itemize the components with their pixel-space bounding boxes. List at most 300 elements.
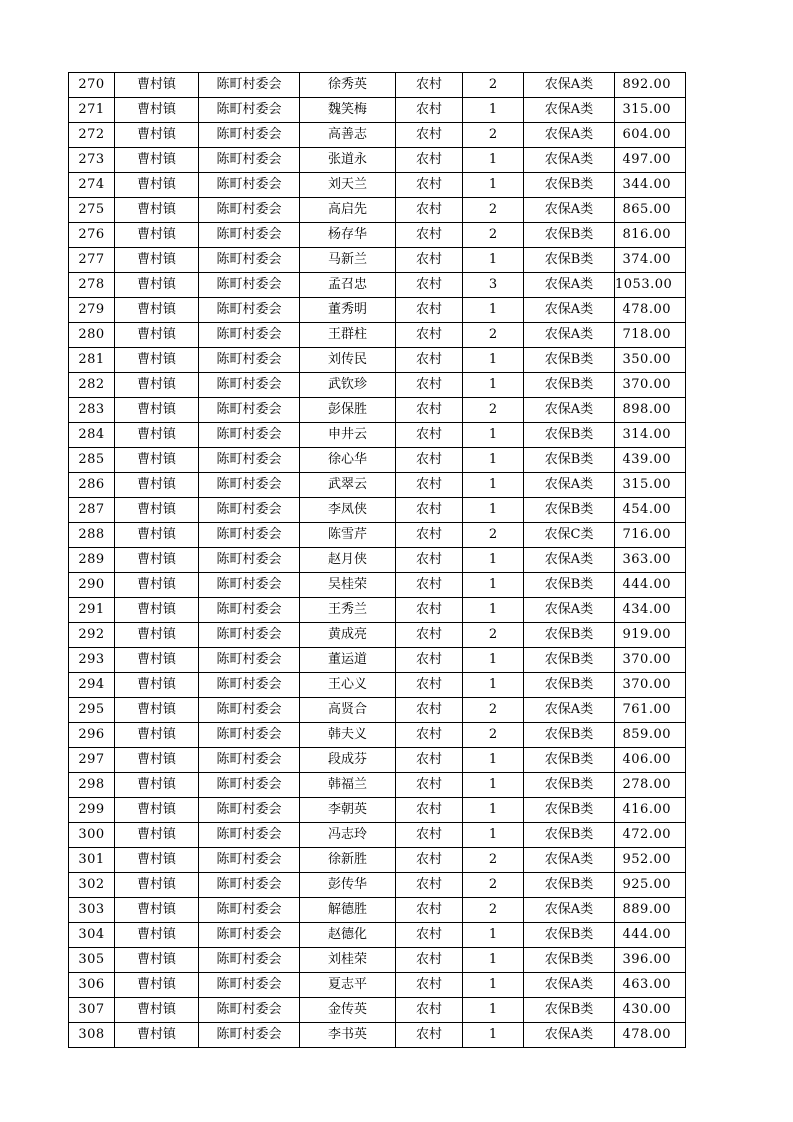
cell-insurance-category: 农保A类 xyxy=(524,298,615,323)
cell-town: 曹村镇 xyxy=(115,548,199,573)
cell-people-count: 2 xyxy=(463,73,524,98)
cell-person-name: 段成芬 xyxy=(300,748,396,773)
cell-amount: 314.00 xyxy=(615,423,686,448)
cell-insurance-category: 农保B类 xyxy=(524,498,615,523)
roster-body xyxy=(69,73,686,1048)
cell-person-name: 赵德化 xyxy=(300,923,396,948)
cell-household-type: 农村 xyxy=(396,573,463,598)
cell-household-type: 农村 xyxy=(396,373,463,398)
cell-person-name: 高善志 xyxy=(300,123,396,148)
cell-village-committee: 陈町村委会 xyxy=(199,448,300,473)
cell-index: 298 xyxy=(69,773,115,798)
cell-index: 287 xyxy=(69,498,115,523)
table-row xyxy=(69,498,686,523)
cell-household-type: 农村 xyxy=(396,523,463,548)
cell-person-name: 夏志平 xyxy=(300,973,396,998)
cell-amount: 396.00 xyxy=(615,948,686,973)
cell-household-type: 农村 xyxy=(396,773,463,798)
cell-people-count: 2 xyxy=(463,723,524,748)
cell-insurance-category: 农保B类 xyxy=(524,748,615,773)
cell-insurance-category: 农保B类 xyxy=(524,673,615,698)
cell-index: 299 xyxy=(69,798,115,823)
cell-amount: 444.00 xyxy=(615,923,686,948)
cell-village-committee: 陈町村委会 xyxy=(199,148,300,173)
cell-town: 曹村镇 xyxy=(115,123,199,148)
cell-town: 曹村镇 xyxy=(115,698,199,723)
cell-household-type: 农村 xyxy=(396,298,463,323)
cell-village-committee: 陈町村委会 xyxy=(199,673,300,698)
table-row xyxy=(69,198,686,223)
cell-people-count: 1 xyxy=(463,173,524,198)
cell-people-count: 2 xyxy=(463,848,524,873)
cell-household-type: 农村 xyxy=(396,398,463,423)
cell-amount: 816.00 xyxy=(615,223,686,248)
cell-person-name: 金传英 xyxy=(300,998,396,1023)
table-row xyxy=(69,898,686,923)
table-row xyxy=(69,373,686,398)
cell-person-name: 杨存华 xyxy=(300,223,396,248)
cell-person-name: 彭保胜 xyxy=(300,398,396,423)
cell-village-committee: 陈町村委会 xyxy=(199,398,300,423)
cell-village-committee: 陈町村委会 xyxy=(199,473,300,498)
cell-household-type: 农村 xyxy=(396,348,463,373)
cell-household-type: 农村 xyxy=(396,723,463,748)
table-row xyxy=(69,173,686,198)
cell-town: 曹村镇 xyxy=(115,748,199,773)
cell-household-type: 农村 xyxy=(396,273,463,298)
cell-insurance-category: 农保B类 xyxy=(524,948,615,973)
cell-town: 曹村镇 xyxy=(115,98,199,123)
cell-insurance-category: 农保A类 xyxy=(524,98,615,123)
roster-table xyxy=(68,72,686,1048)
cell-insurance-category: 农保A类 xyxy=(524,273,615,298)
cell-person-name: 徐秀英 xyxy=(300,73,396,98)
table-row xyxy=(69,623,686,648)
cell-people-count: 1 xyxy=(463,998,524,1023)
cell-person-name: 武钦珍 xyxy=(300,373,396,398)
cell-insurance-category: 农保B类 xyxy=(524,573,615,598)
cell-people-count: 1 xyxy=(463,923,524,948)
cell-insurance-category: 农保B类 xyxy=(524,248,615,273)
cell-people-count: 1 xyxy=(463,1023,524,1048)
cell-village-committee: 陈町村委会 xyxy=(199,548,300,573)
cell-person-name: 冯志玲 xyxy=(300,823,396,848)
cell-person-name: 吴桂荣 xyxy=(300,573,396,598)
table-row xyxy=(69,223,686,248)
cell-household-type: 农村 xyxy=(396,873,463,898)
cell-town: 曹村镇 xyxy=(115,423,199,448)
cell-person-name: 武翠云 xyxy=(300,473,396,498)
cell-insurance-category: 农保A类 xyxy=(524,973,615,998)
cell-village-committee: 陈町村委会 xyxy=(199,623,300,648)
cell-person-name: 刘传民 xyxy=(300,348,396,373)
cell-index: 292 xyxy=(69,623,115,648)
cell-amount: 363.00 xyxy=(615,548,686,573)
cell-household-type: 农村 xyxy=(396,848,463,873)
cell-people-count: 1 xyxy=(463,148,524,173)
cell-household-type: 农村 xyxy=(396,823,463,848)
cell-town: 曹村镇 xyxy=(115,1023,199,1048)
cell-household-type: 农村 xyxy=(396,223,463,248)
cell-people-count: 1 xyxy=(463,648,524,673)
cell-person-name: 刘桂荣 xyxy=(300,948,396,973)
cell-amount: 925.00 xyxy=(615,873,686,898)
cell-household-type: 农村 xyxy=(396,548,463,573)
cell-person-name: 董秀明 xyxy=(300,298,396,323)
cell-insurance-category: 农保B类 xyxy=(524,448,615,473)
cell-amount: 716.00 xyxy=(615,523,686,548)
table-row xyxy=(69,848,686,873)
table-row xyxy=(69,723,686,748)
cell-amount: 315.00 xyxy=(615,473,686,498)
cell-amount: 370.00 xyxy=(615,373,686,398)
cell-insurance-category: 农保A类 xyxy=(524,123,615,148)
cell-index: 282 xyxy=(69,373,115,398)
cell-town: 曹村镇 xyxy=(115,173,199,198)
cell-index: 295 xyxy=(69,698,115,723)
table-row xyxy=(69,348,686,373)
cell-index: 290 xyxy=(69,573,115,598)
cell-town: 曹村镇 xyxy=(115,498,199,523)
cell-town: 曹村镇 xyxy=(115,823,199,848)
cell-village-committee: 陈町村委会 xyxy=(199,373,300,398)
cell-person-name: 魏笑梅 xyxy=(300,98,396,123)
table-row xyxy=(69,948,686,973)
cell-household-type: 农村 xyxy=(396,698,463,723)
cell-town: 曹村镇 xyxy=(115,523,199,548)
cell-amount: 1053.00 xyxy=(615,273,686,298)
table-row xyxy=(69,98,686,123)
cell-town: 曹村镇 xyxy=(115,348,199,373)
cell-people-count: 1 xyxy=(463,348,524,373)
cell-household-type: 农村 xyxy=(396,323,463,348)
cell-person-name: 韩福兰 xyxy=(300,773,396,798)
cell-person-name: 王心义 xyxy=(300,673,396,698)
cell-town: 曹村镇 xyxy=(115,773,199,798)
cell-person-name: 陈雪芹 xyxy=(300,523,396,548)
cell-people-count: 1 xyxy=(463,948,524,973)
cell-household-type: 农村 xyxy=(396,473,463,498)
cell-town: 曹村镇 xyxy=(115,298,199,323)
cell-insurance-category: 农保B类 xyxy=(524,223,615,248)
table-row xyxy=(69,273,686,298)
cell-village-committee: 陈町村委会 xyxy=(199,348,300,373)
cell-village-committee: 陈町村委会 xyxy=(199,648,300,673)
cell-amount: 865.00 xyxy=(615,198,686,223)
cell-insurance-category: 农保A类 xyxy=(524,323,615,348)
cell-people-count: 1 xyxy=(463,748,524,773)
table-row xyxy=(69,573,686,598)
cell-index: 308 xyxy=(69,1023,115,1048)
cell-person-name: 赵月侠 xyxy=(300,548,396,573)
table-row xyxy=(69,648,686,673)
table-row xyxy=(69,73,686,98)
cell-town: 曹村镇 xyxy=(115,473,199,498)
cell-people-count: 1 xyxy=(463,298,524,323)
cell-insurance-category: 农保B类 xyxy=(524,998,615,1023)
cell-village-committee: 陈町村委会 xyxy=(199,73,300,98)
cell-amount: 416.00 xyxy=(615,798,686,823)
cell-village-committee: 陈町村委会 xyxy=(199,123,300,148)
cell-insurance-category: 农保B类 xyxy=(524,648,615,673)
cell-insurance-category: 农保B类 xyxy=(524,873,615,898)
cell-village-committee: 陈町村委会 xyxy=(199,748,300,773)
cell-village-committee: 陈町村委会 xyxy=(199,698,300,723)
cell-village-committee: 陈町村委会 xyxy=(199,323,300,348)
cell-person-name: 彭传华 xyxy=(300,873,396,898)
cell-insurance-category: 农保B类 xyxy=(524,723,615,748)
cell-amount: 478.00 xyxy=(615,1023,686,1048)
cell-person-name: 徐新胜 xyxy=(300,848,396,873)
cell-village-committee: 陈町村委会 xyxy=(199,948,300,973)
cell-household-type: 农村 xyxy=(396,748,463,773)
cell-index: 296 xyxy=(69,723,115,748)
cell-household-type: 农村 xyxy=(396,1023,463,1048)
cell-person-name: 刘天兰 xyxy=(300,173,396,198)
table-row xyxy=(69,548,686,573)
cell-town: 曹村镇 xyxy=(115,873,199,898)
cell-village-committee: 陈町村委会 xyxy=(199,723,300,748)
table-row xyxy=(69,123,686,148)
cell-amount: 434.00 xyxy=(615,598,686,623)
table-row xyxy=(69,298,686,323)
cell-people-count: 1 xyxy=(463,973,524,998)
cell-people-count: 2 xyxy=(463,523,524,548)
cell-index: 304 xyxy=(69,923,115,948)
cell-index: 277 xyxy=(69,248,115,273)
cell-town: 曹村镇 xyxy=(115,448,199,473)
cell-household-type: 农村 xyxy=(396,423,463,448)
cell-amount: 315.00 xyxy=(615,98,686,123)
cell-people-count: 1 xyxy=(463,798,524,823)
cell-people-count: 1 xyxy=(463,448,524,473)
cell-person-name: 孟召忠 xyxy=(300,273,396,298)
cell-amount: 278.00 xyxy=(615,773,686,798)
cell-village-committee: 陈町村委会 xyxy=(199,873,300,898)
cell-people-count: 1 xyxy=(463,373,524,398)
cell-town: 曹村镇 xyxy=(115,723,199,748)
cell-insurance-category: 农保A类 xyxy=(524,698,615,723)
cell-household-type: 农村 xyxy=(396,173,463,198)
cell-village-committee: 陈町村委会 xyxy=(199,98,300,123)
cell-household-type: 农村 xyxy=(396,248,463,273)
cell-household-type: 农村 xyxy=(396,973,463,998)
cell-town: 曹村镇 xyxy=(115,973,199,998)
cell-people-count: 1 xyxy=(463,473,524,498)
cell-village-committee: 陈町村委会 xyxy=(199,798,300,823)
cell-amount: 439.00 xyxy=(615,448,686,473)
cell-household-type: 农村 xyxy=(396,998,463,1023)
cell-town: 曹村镇 xyxy=(115,373,199,398)
table-row xyxy=(69,923,686,948)
cell-index: 274 xyxy=(69,173,115,198)
cell-insurance-category: 农保B类 xyxy=(524,798,615,823)
cell-index: 275 xyxy=(69,198,115,223)
cell-person-name: 解德胜 xyxy=(300,898,396,923)
cell-index: 291 xyxy=(69,598,115,623)
table-row xyxy=(69,1023,686,1048)
table-row xyxy=(69,523,686,548)
cell-amount: 344.00 xyxy=(615,173,686,198)
cell-index: 301 xyxy=(69,848,115,873)
cell-index: 307 xyxy=(69,998,115,1023)
cell-village-committee: 陈町村委会 xyxy=(199,223,300,248)
cell-index: 285 xyxy=(69,448,115,473)
cell-insurance-category: 农保A类 xyxy=(524,898,615,923)
cell-amount: 892.00 xyxy=(615,73,686,98)
cell-village-committee: 陈町村委会 xyxy=(199,248,300,273)
cell-insurance-category: 农保A类 xyxy=(524,398,615,423)
cell-town: 曹村镇 xyxy=(115,898,199,923)
cell-index: 300 xyxy=(69,823,115,848)
cell-people-count: 1 xyxy=(463,673,524,698)
table-row xyxy=(69,448,686,473)
cell-insurance-category: 农保B类 xyxy=(524,373,615,398)
cell-town: 曹村镇 xyxy=(115,623,199,648)
cell-amount: 497.00 xyxy=(615,148,686,173)
cell-town: 曹村镇 xyxy=(115,673,199,698)
cell-insurance-category: 农保A类 xyxy=(524,73,615,98)
table-row xyxy=(69,698,686,723)
cell-household-type: 农村 xyxy=(396,673,463,698)
cell-people-count: 2 xyxy=(463,223,524,248)
cell-town: 曹村镇 xyxy=(115,148,199,173)
cell-village-committee: 陈町村委会 xyxy=(199,598,300,623)
cell-amount: 350.00 xyxy=(615,348,686,373)
table-row xyxy=(69,973,686,998)
cell-index: 276 xyxy=(69,223,115,248)
cell-amount: 472.00 xyxy=(615,823,686,848)
cell-town: 曹村镇 xyxy=(115,323,199,348)
cell-town: 曹村镇 xyxy=(115,923,199,948)
cell-index: 271 xyxy=(69,98,115,123)
cell-index: 273 xyxy=(69,148,115,173)
cell-amount: 444.00 xyxy=(615,573,686,598)
cell-people-count: 1 xyxy=(463,498,524,523)
cell-index: 284 xyxy=(69,423,115,448)
cell-insurance-category: 农保A类 xyxy=(524,548,615,573)
cell-town: 曹村镇 xyxy=(115,848,199,873)
cell-village-committee: 陈町村委会 xyxy=(199,573,300,598)
cell-index: 283 xyxy=(69,398,115,423)
cell-insurance-category: 农保B类 xyxy=(524,773,615,798)
cell-amount: 898.00 xyxy=(615,398,686,423)
cell-person-name: 韩夫义 xyxy=(300,723,396,748)
cell-town: 曹村镇 xyxy=(115,998,199,1023)
cell-index: 270 xyxy=(69,73,115,98)
cell-index: 306 xyxy=(69,973,115,998)
cell-index: 303 xyxy=(69,898,115,923)
cell-amount: 889.00 xyxy=(615,898,686,923)
cell-town: 曹村镇 xyxy=(115,223,199,248)
cell-person-name: 张道永 xyxy=(300,148,396,173)
cell-people-count: 2 xyxy=(463,873,524,898)
table-row xyxy=(69,473,686,498)
cell-person-name: 高启先 xyxy=(300,198,396,223)
table-row xyxy=(69,998,686,1023)
cell-amount: 761.00 xyxy=(615,698,686,723)
table-row xyxy=(69,248,686,273)
cell-insurance-category: 农保C类 xyxy=(524,523,615,548)
table-row xyxy=(69,873,686,898)
cell-household-type: 农村 xyxy=(396,448,463,473)
cell-people-count: 1 xyxy=(463,548,524,573)
cell-town: 曹村镇 xyxy=(115,198,199,223)
cell-village-committee: 陈町村委会 xyxy=(199,848,300,873)
cell-household-type: 农村 xyxy=(396,198,463,223)
cell-people-count: 2 xyxy=(463,698,524,723)
cell-town: 曹村镇 xyxy=(115,648,199,673)
cell-amount: 604.00 xyxy=(615,123,686,148)
cell-household-type: 农村 xyxy=(396,948,463,973)
cell-village-committee: 陈町村委会 xyxy=(199,923,300,948)
cell-village-committee: 陈町村委会 xyxy=(199,998,300,1023)
table-row xyxy=(69,323,686,348)
cell-amount: 374.00 xyxy=(615,248,686,273)
cell-village-committee: 陈町村委会 xyxy=(199,523,300,548)
cell-index: 297 xyxy=(69,748,115,773)
cell-town: 曹村镇 xyxy=(115,398,199,423)
cell-amount: 406.00 xyxy=(615,748,686,773)
cell-household-type: 农村 xyxy=(396,898,463,923)
cell-village-committee: 陈町村委会 xyxy=(199,823,300,848)
cell-insurance-category: 农保A类 xyxy=(524,848,615,873)
table-row xyxy=(69,823,686,848)
cell-people-count: 2 xyxy=(463,323,524,348)
cell-town: 曹村镇 xyxy=(115,573,199,598)
cell-person-name: 李朝英 xyxy=(300,798,396,823)
cell-household-type: 农村 xyxy=(396,623,463,648)
cell-index: 272 xyxy=(69,123,115,148)
cell-people-count: 2 xyxy=(463,898,524,923)
cell-people-count: 1 xyxy=(463,573,524,598)
cell-village-committee: 陈町村委会 xyxy=(199,498,300,523)
cell-town: 曹村镇 xyxy=(115,248,199,273)
cell-insurance-category: 农保B类 xyxy=(524,623,615,648)
cell-town: 曹村镇 xyxy=(115,598,199,623)
cell-village-committee: 陈町村委会 xyxy=(199,973,300,998)
cell-people-count: 2 xyxy=(463,623,524,648)
cell-village-committee: 陈町村委会 xyxy=(199,1023,300,1048)
cell-insurance-category: 农保A类 xyxy=(524,598,615,623)
cell-village-committee: 陈町村委会 xyxy=(199,898,300,923)
cell-amount: 454.00 xyxy=(615,498,686,523)
cell-village-committee: 陈町村委会 xyxy=(199,298,300,323)
cell-amount: 952.00 xyxy=(615,848,686,873)
cell-village-committee: 陈町村委会 xyxy=(199,273,300,298)
cell-amount: 718.00 xyxy=(615,323,686,348)
cell-people-count: 2 xyxy=(463,198,524,223)
cell-people-count: 1 xyxy=(463,248,524,273)
cell-insurance-category: 农保A类 xyxy=(524,1023,615,1048)
cell-index: 294 xyxy=(69,673,115,698)
cell-index: 302 xyxy=(69,873,115,898)
cell-household-type: 农村 xyxy=(396,98,463,123)
cell-person-name: 李凤侠 xyxy=(300,498,396,523)
cell-town: 曹村镇 xyxy=(115,273,199,298)
cell-index: 281 xyxy=(69,348,115,373)
cell-town: 曹村镇 xyxy=(115,73,199,98)
table-row xyxy=(69,423,686,448)
cell-village-committee: 陈町村委会 xyxy=(199,773,300,798)
cell-people-count: 1 xyxy=(463,823,524,848)
cell-amount: 370.00 xyxy=(615,648,686,673)
cell-insurance-category: 农保B类 xyxy=(524,348,615,373)
cell-village-committee: 陈町村委会 xyxy=(199,173,300,198)
cell-index: 278 xyxy=(69,273,115,298)
cell-town: 曹村镇 xyxy=(115,948,199,973)
cell-amount: 430.00 xyxy=(615,998,686,1023)
